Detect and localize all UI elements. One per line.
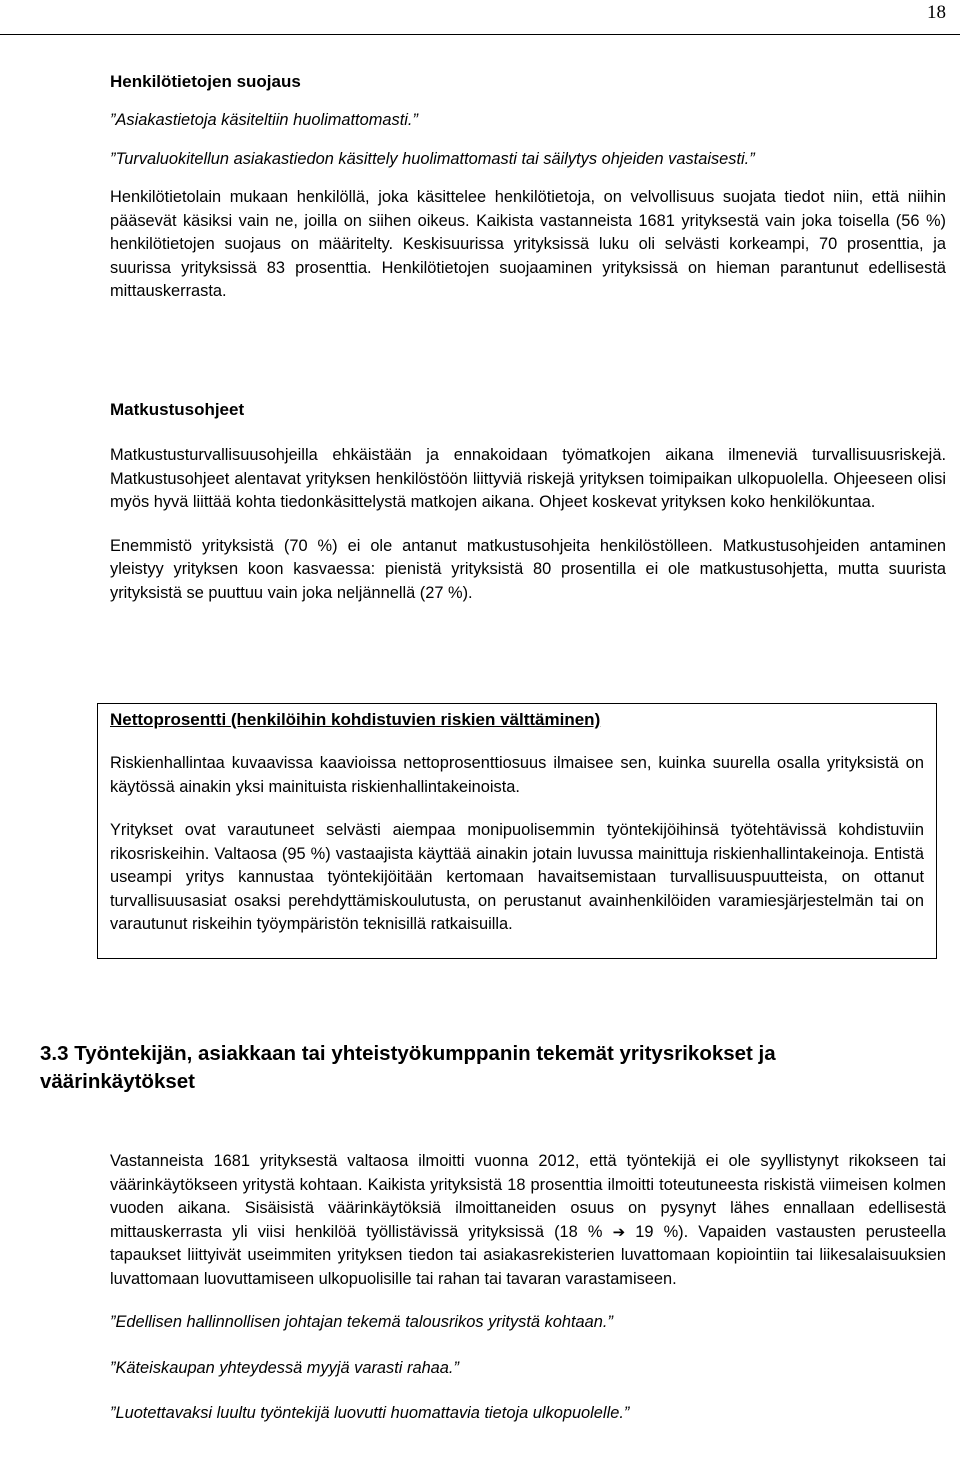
box-heading: Nettoprosentti (henkilöihin kohdistuvien riskien välttäminen) bbox=[110, 710, 601, 729]
header-rule bbox=[0, 34, 960, 35]
quote-1: ”Asiakastietoja käsiteltiin huolimattomasti.” bbox=[110, 111, 418, 129]
section-number: 3.3 bbox=[40, 1042, 69, 1065]
page-number: 18 bbox=[927, 2, 946, 23]
section-crimes bbox=[110, 1150, 946, 1426]
quote-crime-1: ”Edellisen hallinnollisen johtajan tekemä talousrikos yritystä kohtaan.” bbox=[110, 1313, 613, 1331]
paragraph-crimes bbox=[110, 1150, 946, 1291]
quote-crime-2: ”Käteiskaupan yhteydessä myyjä varasti rahaa.” bbox=[110, 1358, 459, 1377]
section-title-3-3 bbox=[40, 1040, 920, 1096]
arrow-icon: ➔ bbox=[612, 1222, 626, 1241]
paragraph-travel-1: Matkustusturvallisuusohjeilla ehkäistään ja ennakoidaan työmatkojen aikana ilmeneviä turvallisuusriskejä. Matkustusohjeet alentavat yrityksen henkilöstöön liittyviä riskejä yrityksen toimipaikan ulkopuolella. Ohjeeseen olisi myös hyvä liittää kohta tiedonkäsittelystä matkojen aikana. Ohjeet koskevat yrityksen koko henkilökuntaa. bbox=[110, 446, 946, 511]
section-personal-data bbox=[110, 70, 946, 304]
section-heading-personal-data: Henkilötietojen suojaus bbox=[110, 72, 301, 91]
box-paragraph-1: Riskienhallintaa kuvaavissa kaavioissa nettoprosenttiosuus ilmaisee sen, kuinka suurella osalla yrityksistä on käytössä ainakin yksi mainituista riskienhallintakeinoista. bbox=[110, 754, 924, 796]
section-title-text: Työntekijän, asiakkaan tai yhteistyökumppanin tekemät yritysrikokset ja väärinkäytökset bbox=[40, 1042, 776, 1093]
paragraph-personal-data: Henkilötietolain mukaan henkilöllä, joka käsittelee henkilötietoja, on velvollisuus suojata tiedot niin, että niihin pääsevät käsiksi vain ne, joilla on siihen oikeus. Kaikista vastanneista 1681 yrityksestä vain joka toisella (56 %) henkilötietojen suojaus on määritelty. Keskisuurissa yrityksissä luku oli selvästi korkeampi, 70 prosenttia, ja suurissa yrityksissä 83 prosenttia. Henkilötietojen suojaaminen yrityksissä on hieman parantunut edellisestä mittauskerrasta. bbox=[110, 188, 946, 300]
section-travel-instructions bbox=[110, 398, 946, 605]
paragraph-crimes-part2: 19 %). Vapaiden vastausten perusteella tapaukset liittyivät useimmiten yrityksen tiedon tai asiakasrekisterien luvattomaan kopiointiin tai liikesalaisuuksien luvattomaan luovuttamiseen ulkopuolisille tai rahan tai tavaran varastamiseen. bbox=[110, 1222, 946, 1288]
paragraph-crimes-part1: Vastanneista 1681 yrityksestä valtaosa ilmoitti vuonna 2012, että työntekijä ei ole syyllistynyt rikokseen tai väärinkäytökseen yritystä kohtaan. Kaikista yrityksistä 18 prosenttia ilmoitti toteutuneesta riskistä viimeisen kolmen vuoden aikana. Sisäisistä väärinkäytöksiä ilmoittaneiden osuus on pysynyt lähes ennallaan edellisestä mittauskerrasta yli viisi henkilöä työllistävissä yrityksissä (18 % bbox=[110, 1152, 946, 1241]
section-heading-travel: Matkustusohjeet bbox=[110, 400, 245, 419]
info-box-net-percentage bbox=[97, 703, 937, 959]
box-paragraph-2: Yritykset ovat varautuneet selvästi aiempaa monipuolisemmin työntekijöihinsä työtehtävissä kohdistuviin rikosriskeihin. Valtaosa (95 %) vastaajista käyttää ainakin jotain luvussa mainittuja riskienhallintakeinoja. Entistä useampi yritys kannustaa työntekijöitään kertomaan havaitsemistaan turvallisuuspuutteista, on ottanut turvallisuusasiat osaksi perehdyttämiskoulutusta, on perustanut avainhenkilöiden varamiesjärjestelmän tai on varautunut riskeihin työympäristön teknisillä ratkaisuilla. bbox=[110, 821, 924, 933]
paragraph-travel-2: Enemmistö yrityksistä (70 %) ei ole antanut matkustusohjeita henkilöstölleen. Matkustusohjeiden antaminen yleistyy yrityksen koon kasvaessa: pienistä yrityksistä 80 prosentilla ei ole matkustusohjetta, mutta suurista yrityksistä se puuttuu vain joka neljännellä (27 %). bbox=[110, 536, 946, 602]
quote-crime-3: ”Luotettavaksi luultu työntekijä luovutti huomattavia tietoja ulkopuolelle.” bbox=[110, 1404, 630, 1422]
quote-2: ”Turvaluokitellun asiakastiedon käsittely huolimattomasti tai säilytys ohjeiden vastaisesti.” bbox=[110, 149, 755, 168]
